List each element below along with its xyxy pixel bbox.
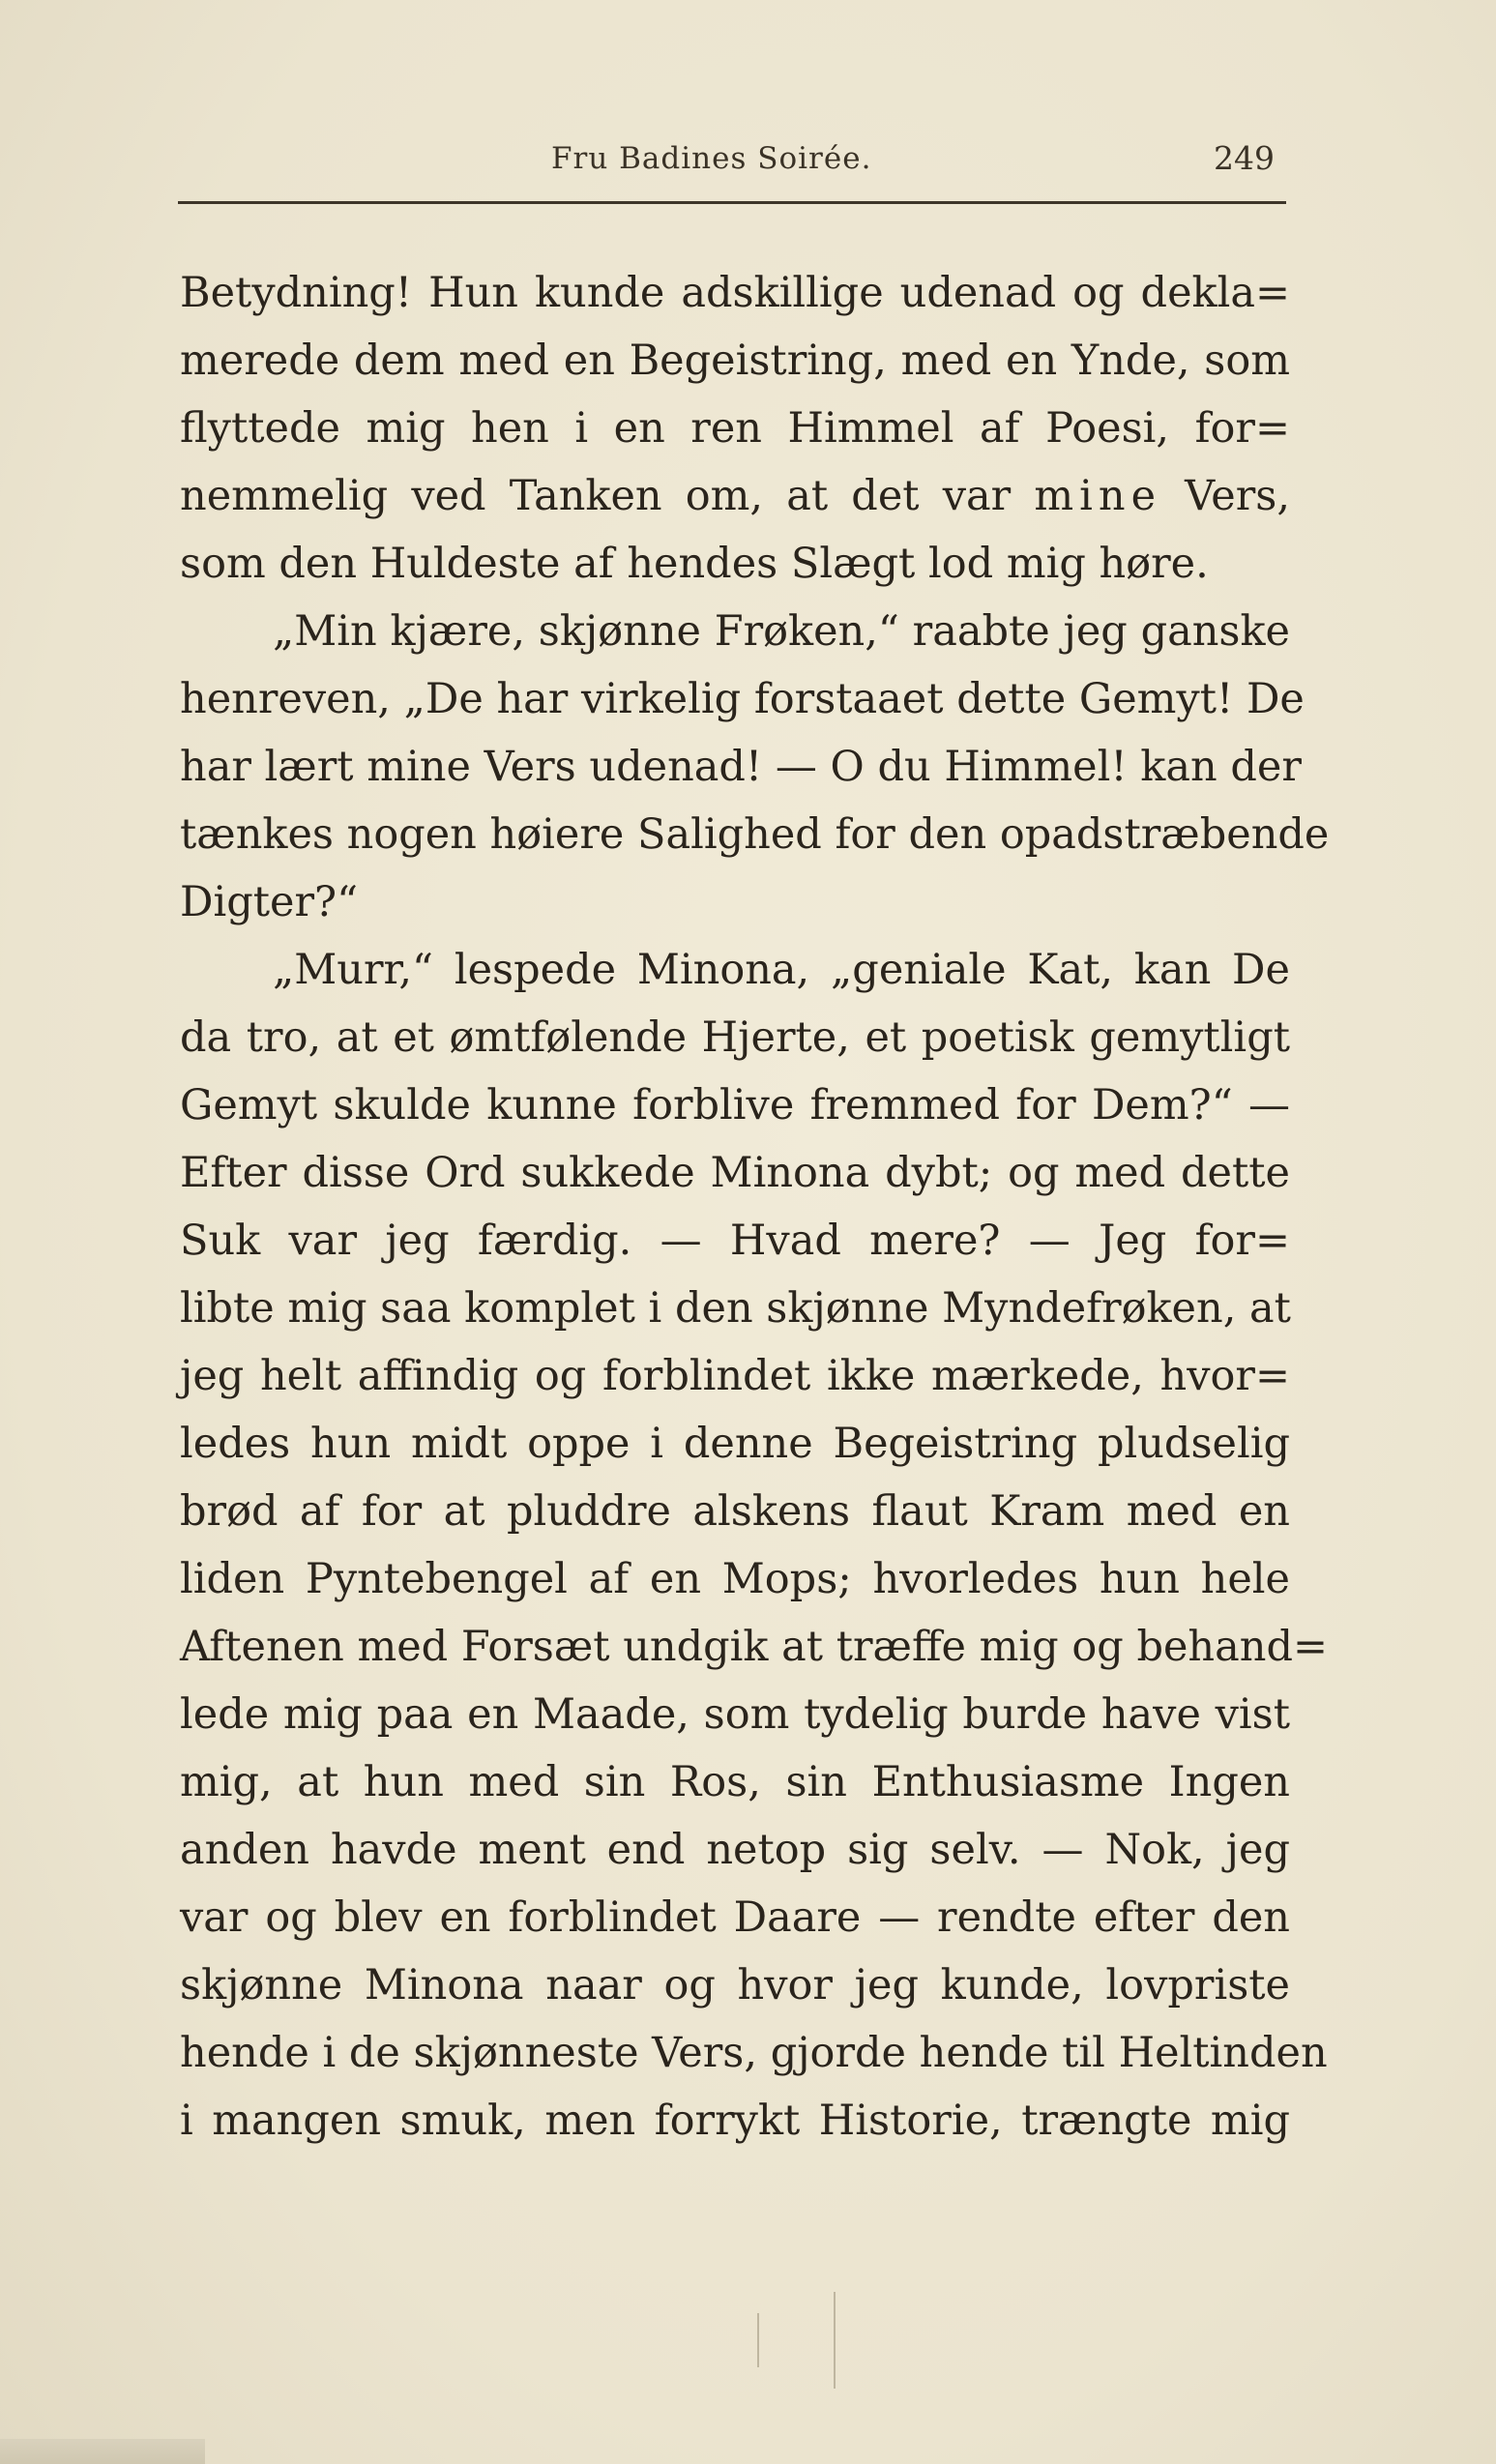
text-line: Betydning! Hun kunde adskillige udenad og dekla= [180,269,1290,317]
text-line: Efter disse Ord sukkede Minona dybt; og med dette [180,1149,1290,1197]
running-head [0,135,1496,193]
text-line: Gemyt skulde kunne forblive fremmed for Dem?“ — [180,1081,1290,1129]
header-rule [178,201,1286,204]
text-line: jeg helt affindig og forblindet ikke mærkede, hvor= [180,1352,1290,1400]
text-line: hende i de skjønneste Vers, gjorde hende til Heltinden [180,2029,1328,2077]
binding-thread-mark [834,2292,836,2389]
text-line: ledes hun midt oppe i denne Begeistring pludselig [180,1420,1290,1468]
text-line: Digter?“ [180,878,359,926]
paragraph-start-line: „Min kjære, skjønne Frøken,“ raabte jeg ganske [273,607,1290,656]
running-title: Fru Badines Soirée. [551,141,872,176]
text-line: Aftenen med Forsæt undgik at træffe mig og behand= [180,1623,1328,1671]
text-line: flyttede mig hen i en ren Himmel af Poesi, for= [180,404,1290,453]
text-line: anden havde ment end netop sig selv. — Nok, jeg [180,1826,1290,1874]
text-line: henreven, „De har virkelig forstaaet dette Gemyt! De [180,675,1305,723]
text-line: Suk var jeg færdig. — Hvad mere? — Jeg for= [180,1217,1290,1265]
paragraph-start-line: „Murr,“ lespede Minona, „geniale Kat, kan De [273,946,1290,994]
text-line: libte mig saa komplet i den skjønne Myndefrøken, at [180,1284,1291,1333]
text-line: tænkes nogen høiere Salighed for den opadstræbende [180,810,1330,859]
text-line: merede dem med en Begeistring, med en Ynde, som [180,337,1290,385]
text-line: har lært mine Vers udenad! — O du Himmel! kan der [180,743,1302,791]
page-corner-shadow [0,2439,205,2464]
binding-thread-mark [757,2313,759,2367]
page-number: 249 [1214,139,1275,177]
text-line: da tro, at et ømtfølende Hjerte, et poetisk gemytligt [180,1013,1290,1062]
text-line: lede mig paa en Maade, som tydelig burde have vist [180,1690,1290,1739]
text-line: var og blev en forblindet Daare — rendte efter den [180,1893,1290,1942]
text-line [180,462,1290,530]
text-line: i mangen smuk, men forrykt Historie, trængte mig [180,2097,1290,2145]
text-line: skjønne Minona naar og hvor jeg kunde, lovpriste [180,1961,1290,2009]
text-line: brød af for at pluddre alskens flaut Kram med en [180,1487,1290,1536]
body-text [180,259,1330,2155]
text-line: som den Huldeste af hendes Slægt lod mig høre. [180,540,1209,588]
text-line: liden Pyntebengel af en Mops; hvorledes hun hele [180,1555,1290,1603]
text-segment: Vers, [1161,472,1291,520]
text-line: mig, at hun med sin Ros, sin Enthusiasme Ingen [180,1758,1290,1806]
text-segment: nemmelig ved Tanken om, at det var [180,472,1035,520]
emphasized-word: mine [1034,472,1162,520]
